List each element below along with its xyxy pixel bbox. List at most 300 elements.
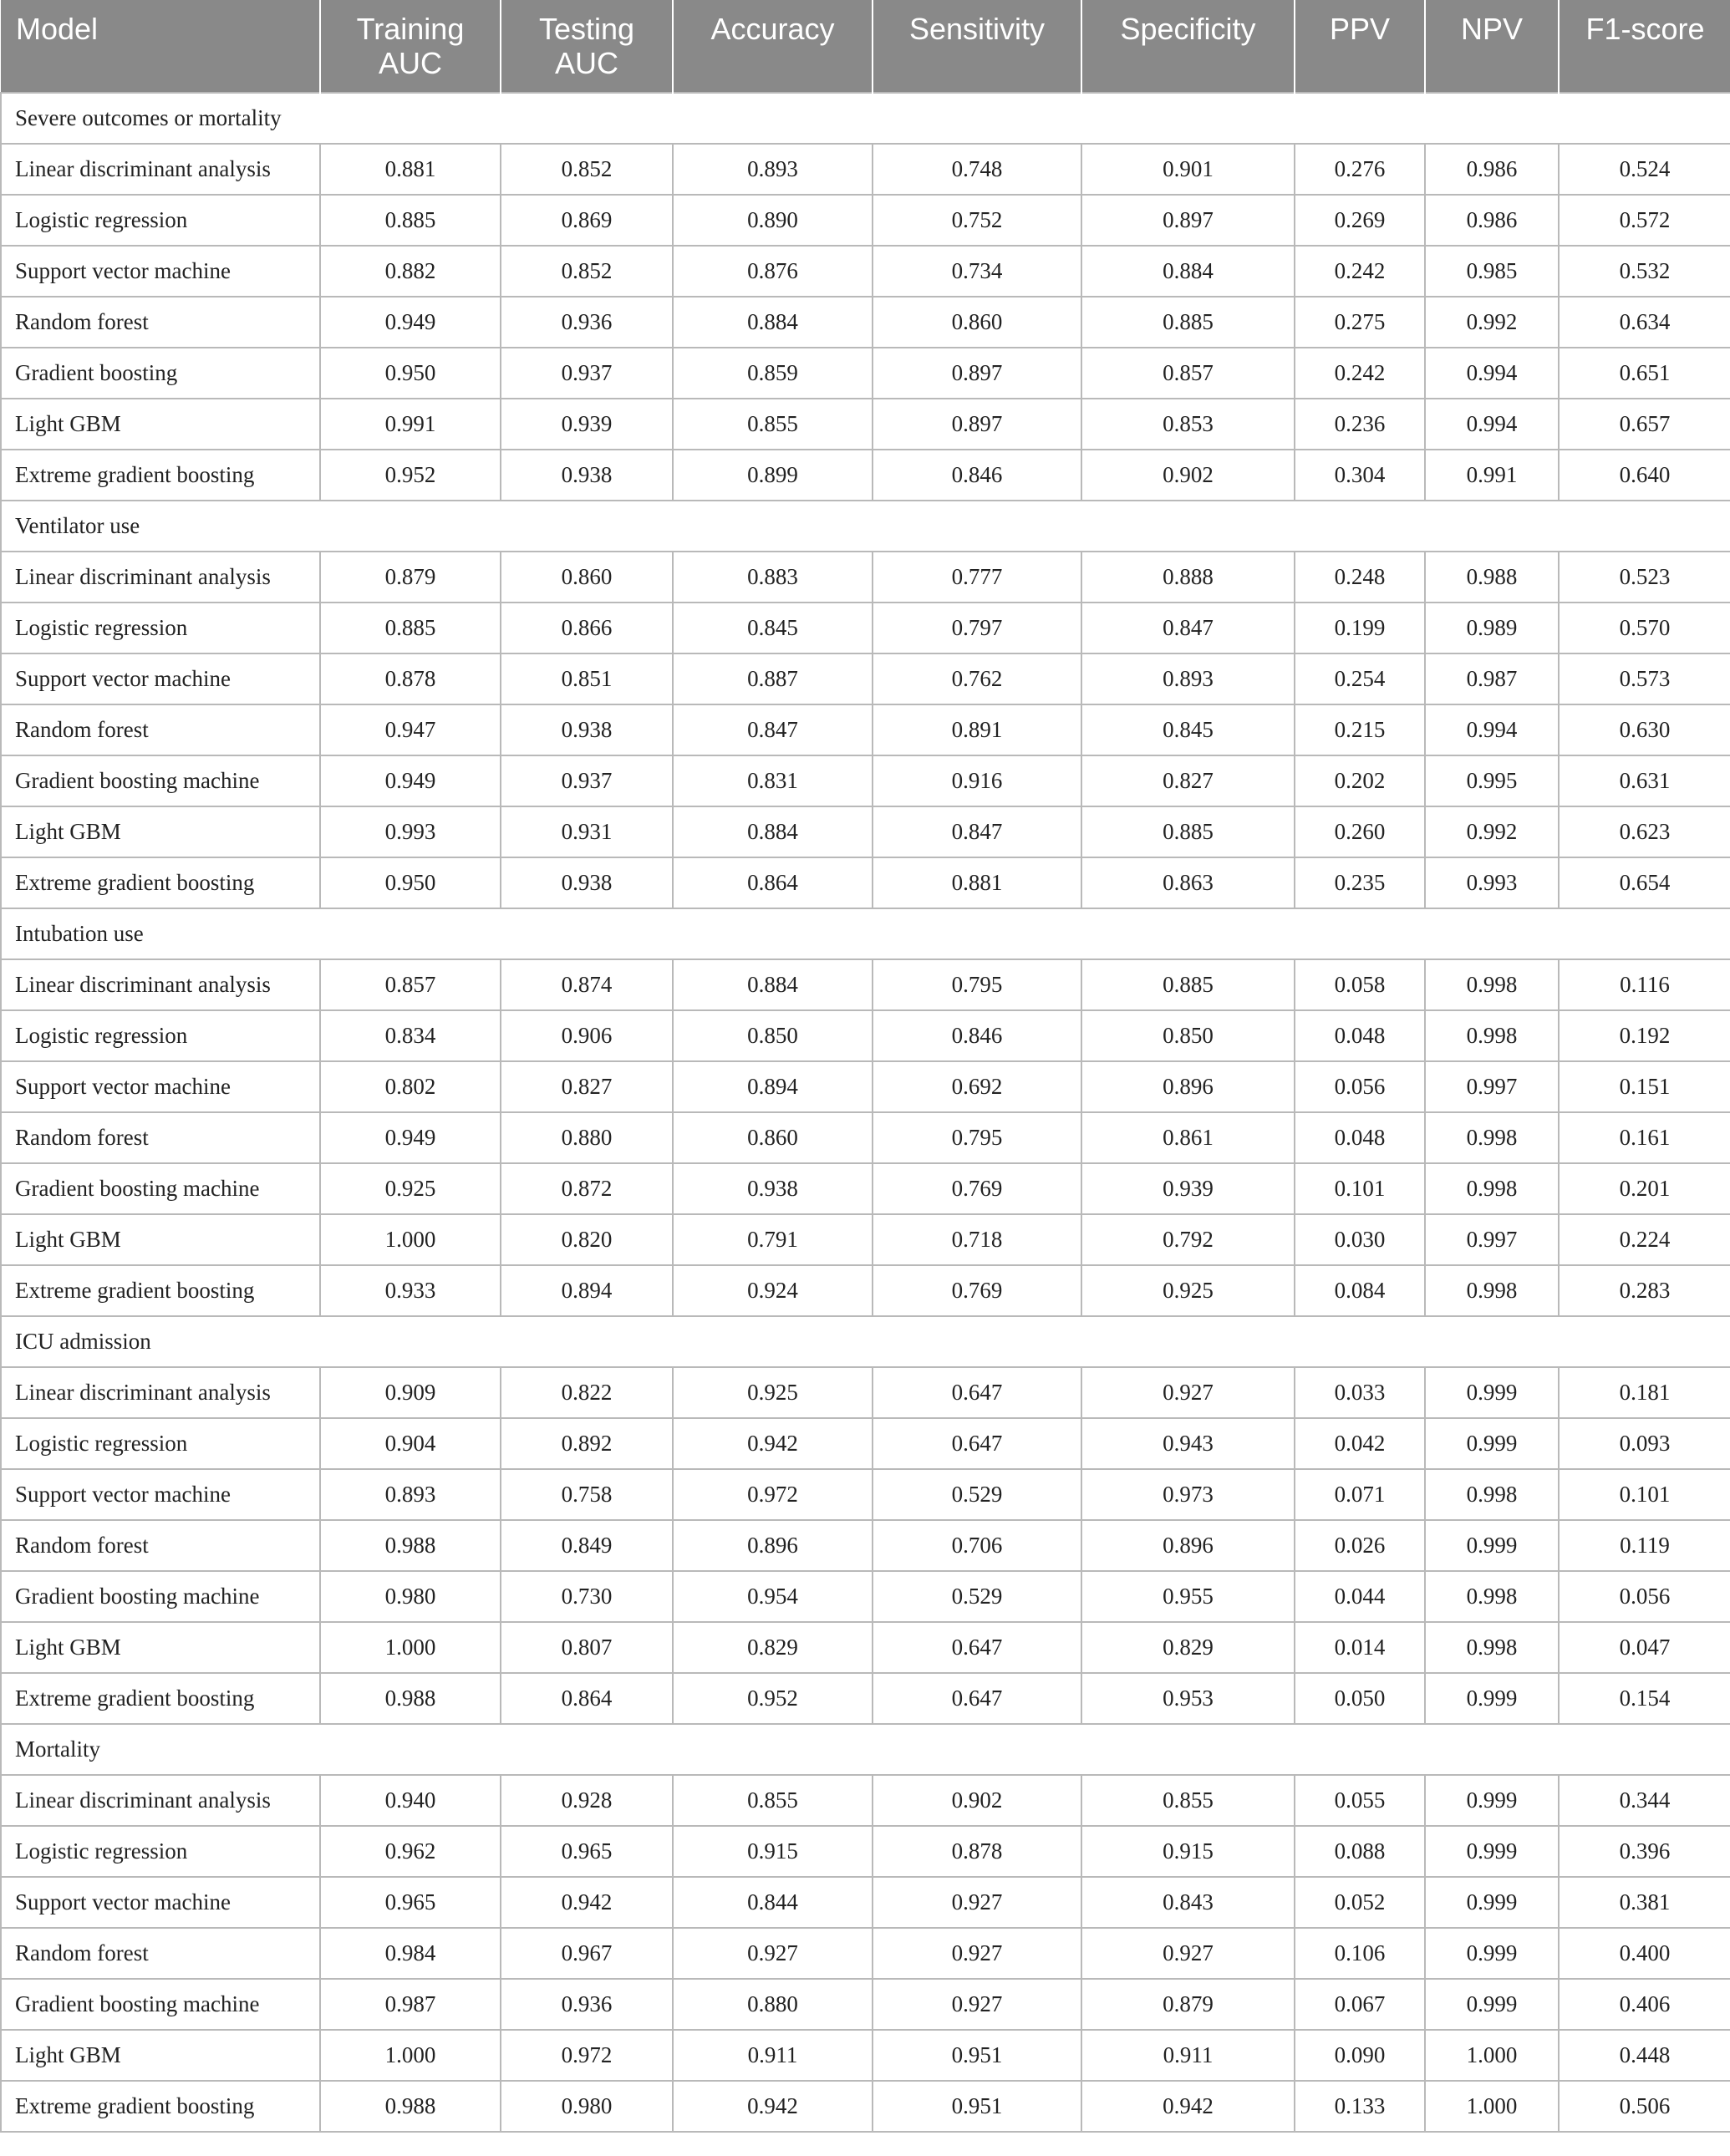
cell-sensitivity: 0.951: [873, 2081, 1081, 2132]
cell-testing-auc: 0.931: [501, 806, 673, 857]
cell-sensitivity: 0.769: [873, 1163, 1081, 1214]
cell-npv: 0.999: [1425, 1979, 1559, 2030]
cell-training-auc: 0.933: [320, 1265, 501, 1316]
cell-npv: 0.998: [1425, 1265, 1559, 1316]
cell-testing-auc: 0.758: [501, 1469, 673, 1520]
cell-specificity: 0.885: [1081, 959, 1295, 1010]
cell-model: Extreme gradient boosting: [1, 450, 320, 501]
cell-npv: 0.986: [1425, 195, 1559, 246]
cell-specificity: 0.829: [1081, 1622, 1295, 1673]
cell-f1-score: 0.406: [1559, 1979, 1730, 2030]
cell-accuracy: 0.952: [673, 1673, 873, 1724]
cell-f1-score: 0.570: [1559, 603, 1730, 653]
cell-testing-auc: 0.880: [501, 1112, 673, 1163]
cell-sensitivity: 0.897: [873, 399, 1081, 450]
cell-accuracy: 0.859: [673, 348, 873, 399]
cell-specificity: 0.855: [1081, 1775, 1295, 1826]
cell-sensitivity: 0.647: [873, 1418, 1081, 1469]
cell-f1-score: 0.192: [1559, 1010, 1730, 1061]
cell-specificity: 0.847: [1081, 603, 1295, 653]
section-row: [1, 93, 1730, 144]
cell-training-auc: 0.802: [320, 1061, 501, 1112]
table-row: [1, 1469, 1730, 1520]
table-row: [1, 1826, 1730, 1877]
cell-accuracy: 0.831: [673, 755, 873, 806]
cell-specificity: 0.955: [1081, 1571, 1295, 1622]
cell-sensitivity: 0.846: [873, 450, 1081, 501]
cell-f1-score: 0.101: [1559, 1469, 1730, 1520]
cell-npv: 0.987: [1425, 653, 1559, 704]
cell-model: Support vector machine: [1, 653, 320, 704]
cell-model: Random forest: [1, 1520, 320, 1571]
cell-specificity: 0.827: [1081, 755, 1295, 806]
cell-testing-auc: 0.937: [501, 348, 673, 399]
cell-training-auc: 0.904: [320, 1418, 501, 1469]
cell-model: Light GBM: [1, 399, 320, 450]
cell-testing-auc: 0.906: [501, 1010, 673, 1061]
cell-specificity: 0.927: [1081, 1928, 1295, 1979]
cell-npv: 0.999: [1425, 1826, 1559, 1877]
cell-ppv: 0.260: [1295, 806, 1425, 857]
cell-f1-score: 0.640: [1559, 450, 1730, 501]
cell-f1-score: 0.623: [1559, 806, 1730, 857]
cell-testing-auc: 0.869: [501, 195, 673, 246]
cell-accuracy: 0.927: [673, 1928, 873, 1979]
cell-model: Support vector machine: [1, 1061, 320, 1112]
cell-sensitivity: 0.692: [873, 1061, 1081, 1112]
cell-sensitivity: 0.847: [873, 806, 1081, 857]
table-body: [1, 93, 1730, 2132]
cell-testing-auc: 0.820: [501, 1214, 673, 1265]
header-testing-auc: Testing AUC: [501, 0, 673, 93]
cell-specificity: 0.857: [1081, 348, 1295, 399]
cell-f1-score: 0.523: [1559, 552, 1730, 603]
cell-f1-score: 0.151: [1559, 1061, 1730, 1112]
cell-model: Light GBM: [1, 2030, 320, 2081]
cell-ppv: 0.248: [1295, 552, 1425, 603]
cell-model: Linear discriminant analysis: [1, 1775, 320, 1826]
cell-specificity: 0.863: [1081, 857, 1295, 908]
cell-model: Logistic regression: [1, 603, 320, 653]
cell-npv: 0.989: [1425, 603, 1559, 653]
cell-training-auc: 0.980: [320, 1571, 501, 1622]
cell-f1-score: 0.181: [1559, 1367, 1730, 1418]
cell-sensitivity: 0.769: [873, 1265, 1081, 1316]
cell-f1-score: 0.400: [1559, 1928, 1730, 1979]
cell-training-auc: 0.950: [320, 857, 501, 908]
cell-training-auc: 0.878: [320, 653, 501, 704]
cell-model: Gradient boosting machine: [1, 1163, 320, 1214]
cell-sensitivity: 0.927: [873, 1928, 1081, 1979]
cell-training-auc: 1.000: [320, 1622, 501, 1673]
table-row: [1, 348, 1730, 399]
cell-ppv: 0.084: [1295, 1265, 1425, 1316]
cell-accuracy: 0.887: [673, 653, 873, 704]
cell-training-auc: 0.949: [320, 1112, 501, 1163]
cell-accuracy: 0.884: [673, 959, 873, 1010]
cell-specificity: 0.925: [1081, 1265, 1295, 1316]
table-row: [1, 603, 1730, 653]
cell-ppv: 0.030: [1295, 1214, 1425, 1265]
header-specificity: Specificity: [1081, 0, 1295, 93]
cell-sensitivity: 0.529: [873, 1571, 1081, 1622]
cell-npv: 0.999: [1425, 1928, 1559, 1979]
cell-npv: 0.997: [1425, 1061, 1559, 1112]
cell-specificity: 0.897: [1081, 195, 1295, 246]
cell-f1-score: 0.056: [1559, 1571, 1730, 1622]
cell-accuracy: 0.855: [673, 1775, 873, 1826]
cell-npv: 0.999: [1425, 1877, 1559, 1928]
cell-specificity: 0.939: [1081, 1163, 1295, 1214]
cell-f1-score: 0.631: [1559, 755, 1730, 806]
cell-ppv: 0.088: [1295, 1826, 1425, 1877]
cell-ppv: 0.276: [1295, 144, 1425, 195]
cell-model: Linear discriminant analysis: [1, 959, 320, 1010]
cell-specificity: 0.888: [1081, 552, 1295, 603]
header-row: [1, 0, 1730, 93]
cell-testing-auc: 0.938: [501, 450, 673, 501]
cell-f1-score: 0.161: [1559, 1112, 1730, 1163]
cell-sensitivity: 0.647: [873, 1367, 1081, 1418]
table-row: [1, 297, 1730, 348]
cell-accuracy: 0.864: [673, 857, 873, 908]
cell-npv: 0.995: [1425, 755, 1559, 806]
cell-npv: 0.992: [1425, 297, 1559, 348]
section-title: Ventilator use: [1, 501, 1730, 552]
cell-accuracy: 0.954: [673, 1571, 873, 1622]
cell-npv: 0.998: [1425, 1469, 1559, 1520]
cell-accuracy: 0.925: [673, 1367, 873, 1418]
cell-testing-auc: 0.874: [501, 959, 673, 1010]
header-training-auc: Training AUC: [320, 0, 501, 93]
cell-npv: 0.991: [1425, 450, 1559, 501]
cell-sensitivity: 0.777: [873, 552, 1081, 603]
cell-testing-auc: 0.827: [501, 1061, 673, 1112]
cell-npv: 0.998: [1425, 1010, 1559, 1061]
cell-npv: 1.000: [1425, 2081, 1559, 2132]
section-row: [1, 501, 1730, 552]
cell-sensitivity: 0.860: [873, 297, 1081, 348]
cell-sensitivity: 0.795: [873, 1112, 1081, 1163]
header-sensitivity: Sensitivity: [873, 0, 1081, 93]
cell-sensitivity: 0.647: [873, 1673, 1081, 1724]
cell-training-auc: 0.991: [320, 399, 501, 450]
cell-specificity: 0.973: [1081, 1469, 1295, 1520]
table-row: [1, 399, 1730, 450]
cell-accuracy: 0.884: [673, 297, 873, 348]
cell-f1-score: 0.093: [1559, 1418, 1730, 1469]
cell-ppv: 0.056: [1295, 1061, 1425, 1112]
cell-specificity: 0.893: [1081, 653, 1295, 704]
cell-sensitivity: 0.762: [873, 653, 1081, 704]
cell-accuracy: 0.938: [673, 1163, 873, 1214]
cell-f1-score: 0.573: [1559, 653, 1730, 704]
table-row: [1, 195, 1730, 246]
cell-ppv: 0.254: [1295, 653, 1425, 704]
cell-npv: 0.998: [1425, 959, 1559, 1010]
cell-model: Light GBM: [1, 1622, 320, 1673]
cell-ppv: 0.275: [1295, 297, 1425, 348]
cell-ppv: 0.133: [1295, 2081, 1425, 2132]
cell-accuracy: 0.791: [673, 1214, 873, 1265]
table-row: [1, 1418, 1730, 1469]
cell-sensitivity: 0.795: [873, 959, 1081, 1010]
cell-ppv: 0.235: [1295, 857, 1425, 908]
cell-specificity: 0.911: [1081, 2030, 1295, 2081]
cell-training-auc: 1.000: [320, 2030, 501, 2081]
cell-testing-auc: 0.730: [501, 1571, 673, 1622]
cell-accuracy: 0.850: [673, 1010, 873, 1061]
cell-testing-auc: 0.864: [501, 1673, 673, 1724]
section-title: Severe outcomes or mortality: [1, 93, 1730, 144]
cell-testing-auc: 0.894: [501, 1265, 673, 1316]
cell-npv: 0.985: [1425, 246, 1559, 297]
cell-model: Gradient boosting: [1, 348, 320, 399]
cell-testing-auc: 0.936: [501, 1979, 673, 2030]
cell-accuracy: 0.899: [673, 450, 873, 501]
cell-training-auc: 0.909: [320, 1367, 501, 1418]
cell-f1-score: 0.154: [1559, 1673, 1730, 1724]
cell-training-auc: 0.952: [320, 450, 501, 501]
cell-f1-score: 0.201: [1559, 1163, 1730, 1214]
cell-model: Support vector machine: [1, 246, 320, 297]
cell-accuracy: 0.893: [673, 144, 873, 195]
table-row: [1, 1979, 1730, 2030]
cell-testing-auc: 0.967: [501, 1928, 673, 1979]
cell-npv: 0.998: [1425, 1163, 1559, 1214]
cell-testing-auc: 0.822: [501, 1367, 673, 1418]
section-row: [1, 1724, 1730, 1775]
table-row: [1, 1010, 1730, 1061]
cell-training-auc: 0.965: [320, 1877, 501, 1928]
cell-ppv: 0.044: [1295, 1571, 1425, 1622]
cell-ppv: 0.067: [1295, 1979, 1425, 2030]
header-accuracy: Accuracy: [673, 0, 873, 93]
cell-accuracy: 0.942: [673, 1418, 873, 1469]
cell-testing-auc: 0.980: [501, 2081, 673, 2132]
cell-ppv: 0.304: [1295, 450, 1425, 501]
cell-accuracy: 0.847: [673, 704, 873, 755]
table-row: [1, 1622, 1730, 1673]
cell-accuracy: 0.896: [673, 1520, 873, 1571]
cell-sensitivity: 0.916: [873, 755, 1081, 806]
table-row: [1, 1571, 1730, 1622]
cell-model: Light GBM: [1, 806, 320, 857]
cell-ppv: 0.048: [1295, 1010, 1425, 1061]
cell-npv: 0.999: [1425, 1418, 1559, 1469]
section-title: Intubation use: [1, 908, 1730, 959]
table-row: [1, 144, 1730, 195]
cell-model: Random forest: [1, 1928, 320, 1979]
cell-accuracy: 0.911: [673, 2030, 873, 2081]
cell-ppv: 0.236: [1295, 399, 1425, 450]
cell-specificity: 0.942: [1081, 2081, 1295, 2132]
cell-training-auc: 0.988: [320, 2081, 501, 2132]
cell-sensitivity: 0.647: [873, 1622, 1081, 1673]
cell-npv: 0.998: [1425, 1622, 1559, 1673]
cell-model: Linear discriminant analysis: [1, 144, 320, 195]
cell-f1-score: 0.047: [1559, 1622, 1730, 1673]
cell-npv: 1.000: [1425, 2030, 1559, 2081]
table-row: [1, 704, 1730, 755]
cell-npv: 0.999: [1425, 1673, 1559, 1724]
table-row: [1, 1673, 1730, 1724]
cell-specificity: 0.902: [1081, 450, 1295, 501]
cell-ppv: 0.269: [1295, 195, 1425, 246]
cell-training-auc: 0.962: [320, 1826, 501, 1877]
cell-ppv: 0.026: [1295, 1520, 1425, 1571]
cell-sensitivity: 0.718: [873, 1214, 1081, 1265]
cell-f1-score: 0.524: [1559, 144, 1730, 195]
cell-ppv: 0.050: [1295, 1673, 1425, 1724]
cell-testing-auc: 0.938: [501, 704, 673, 755]
cell-testing-auc: 0.860: [501, 552, 673, 603]
cell-specificity: 0.943: [1081, 1418, 1295, 1469]
table-row: [1, 1214, 1730, 1265]
cell-model: Extreme gradient boosting: [1, 2081, 320, 2132]
cell-npv: 0.988: [1425, 552, 1559, 603]
cell-sensitivity: 0.748: [873, 144, 1081, 195]
cell-ppv: 0.071: [1295, 1469, 1425, 1520]
cell-npv: 0.994: [1425, 399, 1559, 450]
cell-specificity: 0.885: [1081, 297, 1295, 348]
cell-specificity: 0.850: [1081, 1010, 1295, 1061]
cell-npv: 0.999: [1425, 1367, 1559, 1418]
cell-f1-score: 0.344: [1559, 1775, 1730, 1826]
cell-model: Random forest: [1, 297, 320, 348]
cell-accuracy: 0.890: [673, 195, 873, 246]
cell-accuracy: 0.876: [673, 246, 873, 297]
cell-testing-auc: 0.849: [501, 1520, 673, 1571]
cell-training-auc: 0.940: [320, 1775, 501, 1826]
cell-f1-score: 0.532: [1559, 246, 1730, 297]
table-row: [1, 1265, 1730, 1316]
cell-ppv: 0.042: [1295, 1418, 1425, 1469]
cell-npv: 0.998: [1425, 1571, 1559, 1622]
cell-f1-score: 0.651: [1559, 348, 1730, 399]
cell-model: Extreme gradient boosting: [1, 1265, 320, 1316]
cell-npv: 0.997: [1425, 1214, 1559, 1265]
cell-accuracy: 0.855: [673, 399, 873, 450]
table-row: [1, 1163, 1730, 1214]
cell-testing-auc: 0.965: [501, 1826, 673, 1877]
cell-ppv: 0.101: [1295, 1163, 1425, 1214]
cell-training-auc: 0.925: [320, 1163, 501, 1214]
cell-ppv: 0.090: [1295, 2030, 1425, 2081]
cell-sensitivity: 0.902: [873, 1775, 1081, 1826]
cell-specificity: 0.901: [1081, 144, 1295, 195]
cell-training-auc: 0.993: [320, 806, 501, 857]
cell-sensitivity: 0.897: [873, 348, 1081, 399]
cell-ppv: 0.199: [1295, 603, 1425, 653]
table-row: [1, 755, 1730, 806]
cell-accuracy: 0.972: [673, 1469, 873, 1520]
cell-training-auc: 0.881: [320, 144, 501, 195]
cell-ppv: 0.202: [1295, 755, 1425, 806]
section-row: [1, 1316, 1730, 1367]
cell-training-auc: 0.950: [320, 348, 501, 399]
table-row: [1, 1112, 1730, 1163]
cell-f1-score: 0.630: [1559, 704, 1730, 755]
table-row: [1, 1520, 1730, 1571]
cell-model: Random forest: [1, 704, 320, 755]
cell-training-auc: 0.984: [320, 1928, 501, 1979]
cell-training-auc: 0.988: [320, 1673, 501, 1724]
cell-specificity: 0.861: [1081, 1112, 1295, 1163]
cell-sensitivity: 0.706: [873, 1520, 1081, 1571]
cell-f1-score: 0.448: [1559, 2030, 1730, 2081]
cell-f1-score: 0.116: [1559, 959, 1730, 1010]
cell-training-auc: 0.949: [320, 755, 501, 806]
table-row: [1, 959, 1730, 1010]
cell-accuracy: 0.829: [673, 1622, 873, 1673]
cell-sensitivity: 0.752: [873, 195, 1081, 246]
cell-f1-score: 0.381: [1559, 1877, 1730, 1928]
cell-sensitivity: 0.529: [873, 1469, 1081, 1520]
cell-specificity: 0.884: [1081, 246, 1295, 297]
cell-f1-score: 0.119: [1559, 1520, 1730, 1571]
table-row: [1, 1775, 1730, 1826]
cell-sensitivity: 0.891: [873, 704, 1081, 755]
cell-ppv: 0.215: [1295, 704, 1425, 755]
cell-ppv: 0.242: [1295, 246, 1425, 297]
cell-npv: 0.999: [1425, 1520, 1559, 1571]
table-row: [1, 1877, 1730, 1928]
cell-ppv: 0.033: [1295, 1367, 1425, 1418]
cell-testing-auc: 0.852: [501, 246, 673, 297]
cell-training-auc: 0.882: [320, 246, 501, 297]
cell-model: Extreme gradient boosting: [1, 857, 320, 908]
cell-sensitivity: 0.927: [873, 1877, 1081, 1928]
cell-testing-auc: 0.939: [501, 399, 673, 450]
cell-testing-auc: 0.851: [501, 653, 673, 704]
table-row: [1, 806, 1730, 857]
cell-f1-score: 0.657: [1559, 399, 1730, 450]
cell-training-auc: 0.857: [320, 959, 501, 1010]
cell-ppv: 0.055: [1295, 1775, 1425, 1826]
cell-accuracy: 0.844: [673, 1877, 873, 1928]
table-row: [1, 246, 1730, 297]
cell-model: Logistic regression: [1, 1826, 320, 1877]
cell-testing-auc: 0.852: [501, 144, 673, 195]
cell-training-auc: 0.988: [320, 1520, 501, 1571]
section-title: Mortality: [1, 1724, 1730, 1775]
cell-testing-auc: 0.866: [501, 603, 673, 653]
cell-model: Logistic regression: [1, 1010, 320, 1061]
section-title: ICU admission: [1, 1316, 1730, 1367]
cell-testing-auc: 0.942: [501, 1877, 673, 1928]
cell-specificity: 0.927: [1081, 1367, 1295, 1418]
cell-model: Linear discriminant analysis: [1, 1367, 320, 1418]
cell-specificity: 0.853: [1081, 399, 1295, 450]
cell-specificity: 0.896: [1081, 1061, 1295, 1112]
table-header: [1, 0, 1730, 93]
cell-accuracy: 0.880: [673, 1979, 873, 2030]
cell-f1-score: 0.506: [1559, 2081, 1730, 2132]
cell-testing-auc: 0.972: [501, 2030, 673, 2081]
table-row: [1, 552, 1730, 603]
cell-accuracy: 0.883: [673, 552, 873, 603]
cell-model: Logistic regression: [1, 1418, 320, 1469]
cell-specificity: 0.879: [1081, 1979, 1295, 2030]
cell-sensitivity: 0.797: [873, 603, 1081, 653]
cell-f1-score: 0.283: [1559, 1265, 1730, 1316]
cell-accuracy: 0.884: [673, 806, 873, 857]
section-row: [1, 908, 1730, 959]
cell-accuracy: 0.924: [673, 1265, 873, 1316]
table-row: [1, 2081, 1730, 2132]
cell-f1-score: 0.654: [1559, 857, 1730, 908]
